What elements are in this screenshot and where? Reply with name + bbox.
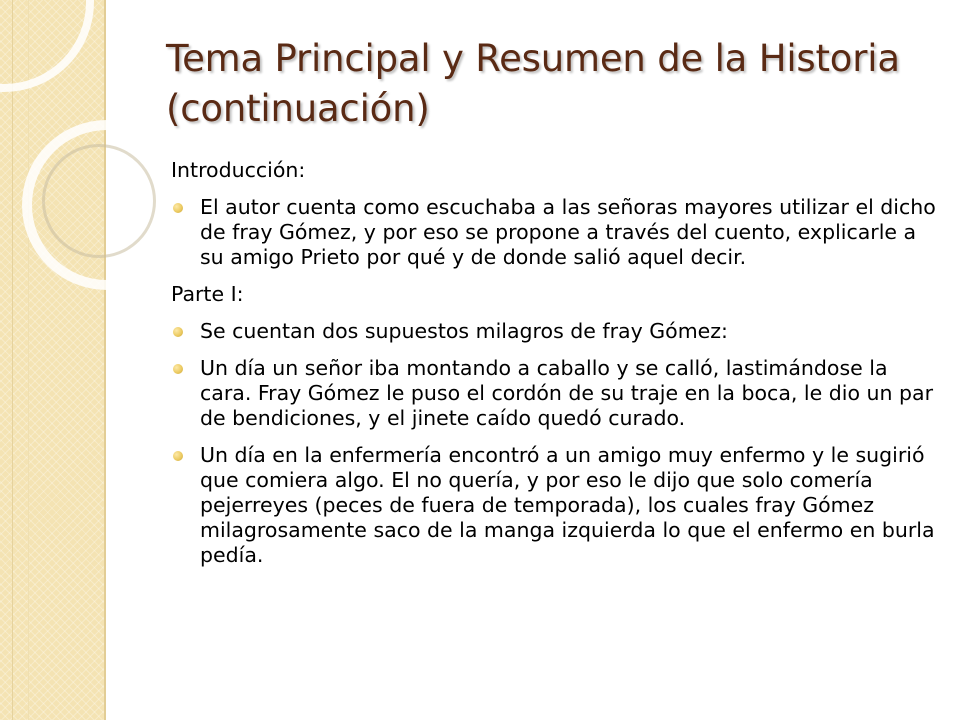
bullet-text: El autor cuenta como escuchaba a las señoras mayores utilizar el dicho de fray Gómez, y por eso se propone a través del cuento, explicarle a su amigo Prieto por qué y de donde salió aquel decir.	[200, 195, 936, 269]
band-stripe	[12, 0, 13, 720]
bullet-text: Un día un señor iba montando a caballo y se calló, lastimándose la cara. Fray Gómez le puso el cordón de su traje en la boca, le dio un par de bendiciones, y el jinete caído quedó curado.	[200, 356, 934, 430]
decorative-ring	[0, 0, 94, 92]
bullet-dot-icon	[173, 203, 183, 213]
bullet-item	[171, 319, 941, 344]
decorative-side-band	[0, 0, 106, 720]
bullet-item	[171, 195, 941, 270]
bullet-item	[171, 356, 941, 431]
bullet-text: Se cuentan dos supuestos milagros de fray Gómez:	[200, 319, 728, 343]
bullet-list-introduccion	[171, 195, 941, 270]
bullet-item	[171, 443, 941, 568]
band-stripe	[28, 0, 29, 720]
bullet-dot-icon	[173, 364, 183, 374]
slide-title: Tema Principal y Resumen de la Historia (continuación)	[166, 37, 900, 130]
bullet-dot-icon	[173, 451, 183, 461]
bullet-dot-icon	[173, 327, 183, 337]
section-label-introduccion: Introducción:	[171, 158, 306, 182]
bullet-text: Un día en la enfermería encontró a un amigo muy enfermo y le sugirió que comiera algo. El no quería, y por eso le dijo que solo comería pejerreyes (peces de fuera de temporada), los cuales fray Gómez milagrosamente saco de la manga izquierda lo que el enfermo en burla pedía.	[200, 443, 935, 567]
slide-body	[171, 158, 941, 580]
decorative-ring	[42, 144, 156, 258]
bullet-list-parte-1	[171, 319, 941, 568]
section-label-parte-1: Parte I:	[171, 282, 244, 306]
